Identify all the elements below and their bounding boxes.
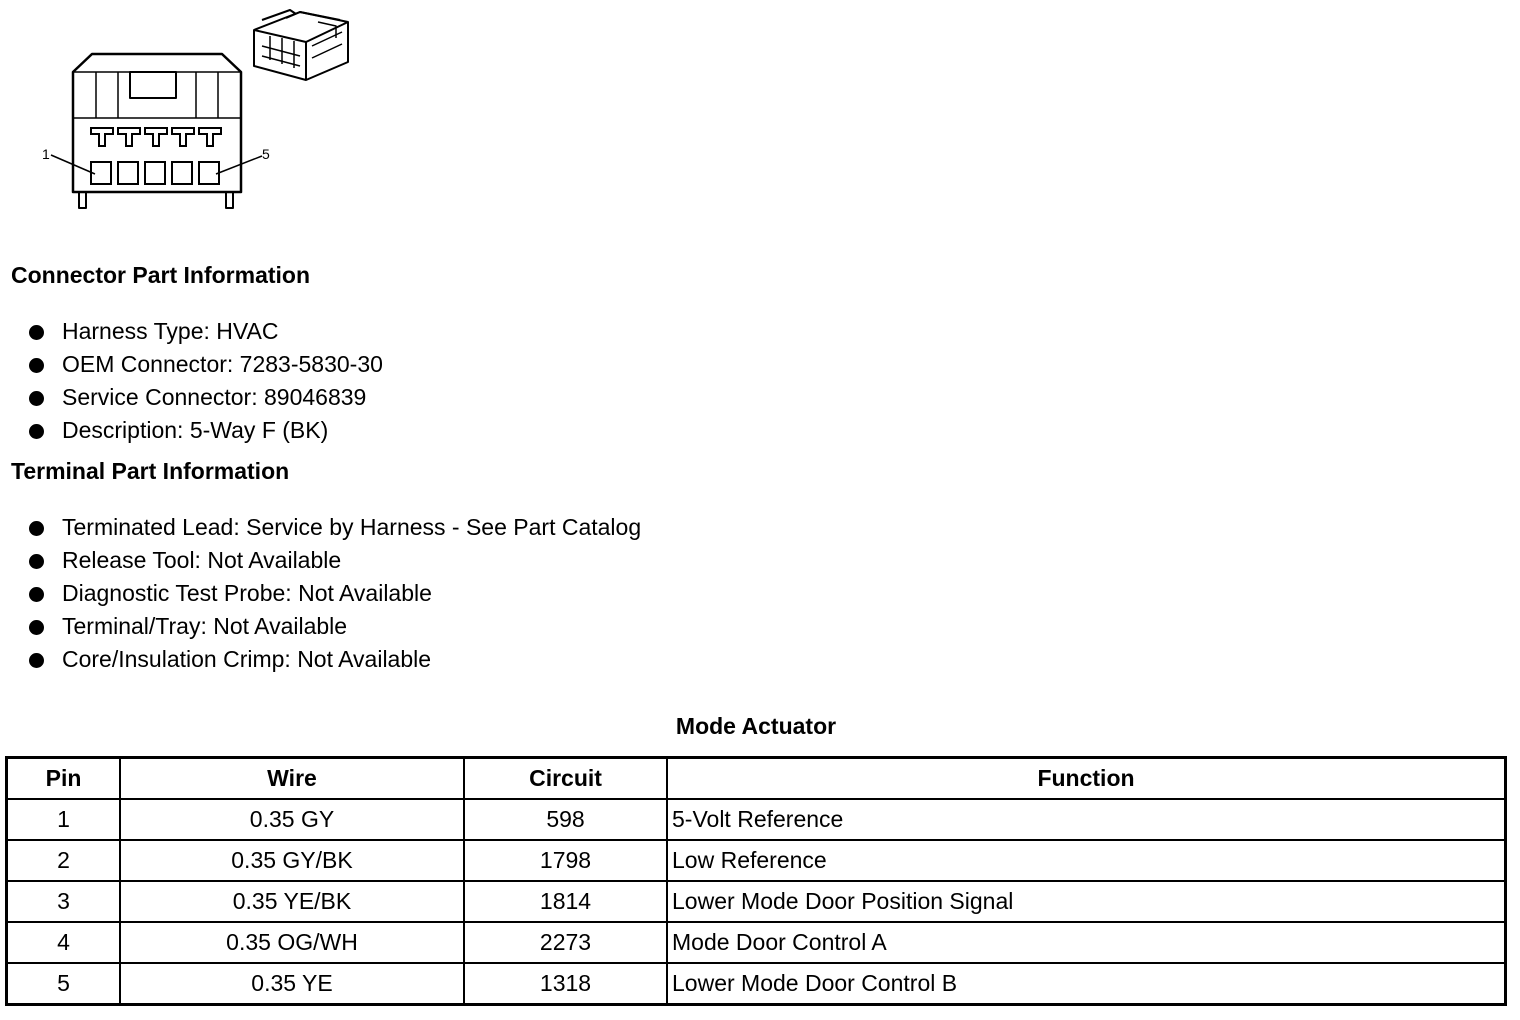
mount-peg-left <box>79 192 86 208</box>
header-wire: Wire <box>120 758 464 800</box>
cell-circuit: 2273 <box>464 922 667 963</box>
cell-wire: 0.35 YE <box>120 963 464 1005</box>
latch-window <box>130 72 176 98</box>
cell-circuit: 598 <box>464 799 667 840</box>
list-item-text: Harness Type: HVAC <box>62 318 279 344</box>
bullet-icon <box>29 554 44 569</box>
table-row <box>7 840 1506 881</box>
table-row <box>7 881 1506 922</box>
bullet-icon <box>29 358 44 373</box>
bullet-icon <box>29 424 44 439</box>
cell-function: Lower Mode Door Position Signal <box>667 881 1506 922</box>
bullet-icon <box>29 325 44 340</box>
terminal-latch-1 <box>91 128 113 146</box>
terminal-latch-3 <box>145 128 167 146</box>
terminal-latch-4 <box>172 128 194 146</box>
cell-pin: 5 <box>7 963 121 1005</box>
terminal-part-info-title: Terminal Part Information <box>11 458 290 484</box>
pin-cavity-4 <box>172 162 192 184</box>
header-function: Function <box>667 758 1506 800</box>
cell-pin: 4 <box>7 922 121 963</box>
pin-cavity-3 <box>145 162 165 184</box>
table-row <box>7 922 1506 963</box>
list-item-text: Core/Insulation Crimp: Not Available <box>62 646 432 672</box>
list-item-text: Service Connector: 89046839 <box>62 384 367 410</box>
cell-circuit: 1798 <box>464 840 667 881</box>
terminal-latch-5 <box>199 128 221 146</box>
list-item <box>0 577 641 610</box>
cell-wire: 0.35 GY/BK <box>120 840 464 881</box>
list-item <box>0 315 383 348</box>
list-item-text: Diagnostic Test Probe: Not Available <box>62 580 432 606</box>
list-item-text: Description: 5-Way F (BK) <box>62 417 329 443</box>
table-title: Mode Actuator <box>675 713 837 739</box>
list-item-text: OEM Connector: 7283-5830-30 <box>62 351 383 377</box>
cell-wire: 0.35 OG/WH <box>120 922 464 963</box>
bullet-icon <box>29 521 44 536</box>
table-row <box>7 963 1506 1005</box>
bullet-icon <box>29 391 44 406</box>
bullet-icon <box>29 653 44 668</box>
list-item <box>0 511 641 544</box>
cell-circuit: 1318 <box>464 963 667 1005</box>
pin-cavity-5 <box>199 162 219 184</box>
callout-pin-5: 5 <box>262 146 270 162</box>
connector-isometric-icon <box>254 10 348 80</box>
table-header-row <box>7 758 1506 800</box>
cell-function: 5-Volt Reference <box>667 799 1506 840</box>
mount-peg-right <box>226 192 233 208</box>
header-circuit: Circuit <box>464 758 667 800</box>
cell-pin: 1 <box>7 799 121 840</box>
connector-part-info-title: Connector Part Information <box>11 262 311 288</box>
list-item-text: Terminal/Tray: Not Available <box>62 613 348 639</box>
header-pin: Pin <box>7 758 121 800</box>
cell-pin: 2 <box>7 840 121 881</box>
terminal-part-info-list <box>0 511 641 676</box>
list-item <box>0 610 641 643</box>
cell-wire: 0.35 YE/BK <box>120 881 464 922</box>
connector-face-diagram <box>0 0 380 230</box>
pin-cavity-2 <box>118 162 138 184</box>
bullet-icon <box>29 587 44 602</box>
list-item <box>0 643 641 676</box>
list-item <box>0 414 383 447</box>
cell-function: Lower Mode Door Control B <box>667 963 1506 1005</box>
connector-part-info-list <box>0 315 383 447</box>
bullet-icon <box>29 620 44 635</box>
cell-wire: 0.35 GY <box>120 799 464 840</box>
cell-function: Mode Door Control A <box>667 922 1506 963</box>
callout-pin-1: 1 <box>42 146 50 162</box>
table-row <box>7 799 1506 840</box>
list-item <box>0 381 383 414</box>
list-item <box>0 348 383 381</box>
terminal-latch-2 <box>118 128 140 146</box>
pinout-table <box>5 756 1507 1006</box>
cell-function: Low Reference <box>667 840 1506 881</box>
list-item-text: Release Tool: Not Available <box>62 547 342 573</box>
list-item <box>0 544 641 577</box>
list-item-text: Terminated Lead: Service by Harness - See Part Catalog <box>62 514 642 540</box>
cell-pin: 3 <box>7 881 121 922</box>
cell-circuit: 1814 <box>464 881 667 922</box>
